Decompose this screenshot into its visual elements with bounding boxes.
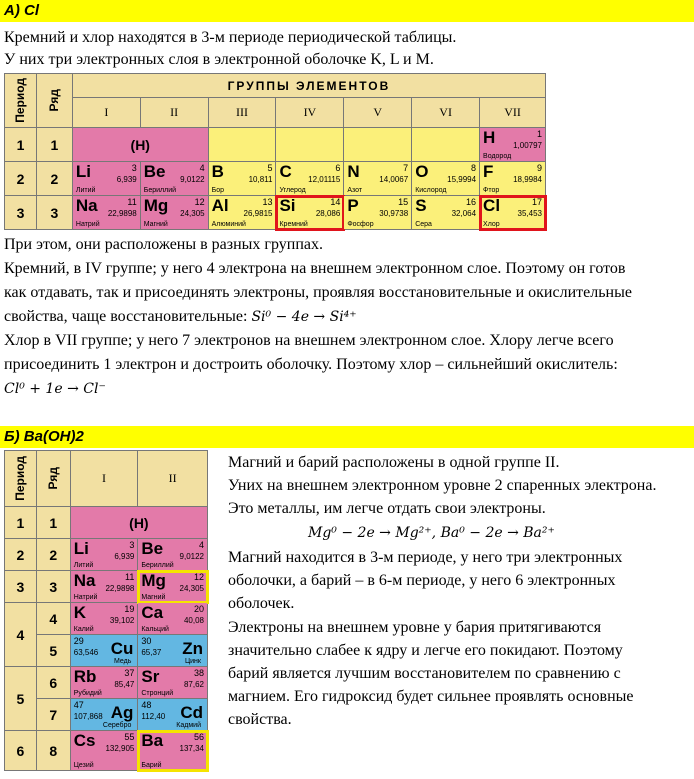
text-line: Магний находится в 3-м периоде, у него три электронных [228,549,623,566]
row-number: 1 [36,128,72,162]
element-cu: Cu 29 63,546 Медь [70,635,138,667]
period-number: 4 [5,603,37,667]
period-number: 3 [5,196,37,230]
element-be: Be 4 9,0122 Бериллий [138,539,208,571]
equation-cl: Cl⁰ + 1e → Cl⁻ [4,381,106,397]
element-b: B 5 10,811 Бор [208,162,276,196]
element-cl: Cl 17 35,453 Хлор [480,196,546,230]
period-header: Период [5,451,37,507]
element-sr: Sr 38 87,62 Стронций [138,667,208,699]
element-li: Li 3 6,939 Литий [72,162,140,196]
row-number: 2 [36,162,72,196]
element-be: Be 4 9,0122 Бериллий [140,162,208,196]
element-s: S 16 32,064 Сера [412,196,480,230]
period-number: 5 [5,667,37,731]
text-line: Электроны на внешнем уровне у бария притягиваются [228,619,602,636]
text-line: У них три электронных слоя в электронной оболочке K, L и M. [4,51,434,68]
row-number: 3 [36,571,70,603]
text-line: свойства, чаще восстановительные: Si⁰ − 4e → Si⁴⁺ [4,308,357,325]
element-p: P 15 30,9738 Фосфор [344,196,412,230]
text-line: магнием. Его гидроксид будет сильнее проявлять основные [228,688,634,705]
period-number: 1 [5,128,37,162]
group-6: VI [412,98,480,128]
element-si: Si 14 28,086 Кремний [276,196,344,230]
row-number: 8 [36,731,70,771]
text-line: присоединить 1 электрон и достроить оболочку. Поэтому хлор – сильнейший окислитель: [4,356,618,373]
section-a-header: А) Cl [0,0,694,22]
period-number: 6 [5,731,37,771]
element-cs: Cs 55 132,905 Цезий [70,731,138,771]
text-line: барий является лучшим восстановителем по сравнению с [228,665,621,682]
text-line: Магний и барий расположены в одной группе II. [228,454,560,471]
element-ag: Ag 47 107,868 Серебро [70,699,138,731]
element-rb: Rb 37 85,47 Рубидий [70,667,138,699]
element-na: Na 11 22,9898 Натрий [72,196,140,230]
element-ca: Ca 20 40,08 Кальций [138,603,208,635]
text-line: Это металлы, им легче отдать свои электроны. [228,500,546,517]
group-4: IV [276,98,344,128]
row-number: 4 [36,603,70,635]
groups-title: ГРУППЫ ЭЛЕМЕНТОВ [72,74,545,98]
text-line: Хлор в VII группе; у него 7 электронов на внешнем электронном слое. Хлору легче всего [4,332,614,349]
text-line: оболочек. [228,595,295,612]
equation-si: Si⁰ − 4e → Si⁴⁺ [251,309,357,325]
periodic-table-a [4,73,546,230]
element-li: Li 3 6,939 Литий [70,539,138,571]
row-number: 6 [36,667,70,699]
group-1: I [72,98,140,128]
period-number: 1 [5,507,37,539]
period-number: 2 [5,539,37,571]
group-1: I [70,451,138,507]
text-line: При этом, они расположены в разных группах. [4,236,323,253]
equation-mg-ba: Mg⁰ − 2e → Mg²⁺, Ba⁰ − 2e → Ba²⁺ [308,525,555,541]
text-line: оболочки, а барий – в 6-м периоде, у него 6 электронных [228,572,616,589]
group-2: II [138,451,208,507]
period-header: Период [5,74,37,128]
element-c: C 6 12,01115 Углерод [276,162,344,196]
text-line: Кремний и хлор находятся в 3-м периоде периодической таблицы. [4,29,457,46]
element-n: N 7 14,0067 Азот [344,162,412,196]
row-header: Ряд [36,451,70,507]
row-number: 1 [36,507,70,539]
element-h: H 1 1,00797 Водород [480,128,546,162]
text-line: значительно слабее к ядру и легче его покидают. Поэтому [228,642,623,659]
row-number: 7 [36,699,70,731]
element-zn: Zn 30 65,37 Цинк [138,635,208,667]
element-mg: Mg 12 24,305 Магний [140,196,208,230]
text-line: свойства. [228,711,292,728]
periodic-table-b [4,450,208,771]
group-5: V [344,98,412,128]
row-header: Ряд [36,74,72,128]
row-number: 3 [36,196,72,230]
element-al: Al 13 26,9815 Алюминий [208,196,276,230]
group-7: VII [480,98,546,128]
element-o: O 8 15,9994 Кислород [412,162,480,196]
text-line: Уних на внешнем электронном уровне 2 спаренных электрона. [228,477,657,494]
text-line: как отдавать, так и присоединять электроны, проявляя восстановительные и окислительные [4,284,632,301]
element-cd: Cd 48 112,40 Кадмий [138,699,208,731]
group-2: II [140,98,208,128]
period-number: 2 [5,162,37,196]
group-3: III [208,98,276,128]
text-line: Кремний, в IV группе; у него 4 электрона на внешнем электронном слое. Поэтому он готов [4,260,626,277]
element-mg: Mg 12 24,305 Магний [138,571,208,603]
element-ba: Ba 56 137,34 Барий [138,731,208,771]
row-number: 2 [36,539,70,571]
element-k: K 19 39,102 Калий [70,603,138,635]
row-number: 5 [36,635,70,667]
element-na: Na 11 22,9898 Натрий [70,571,138,603]
element-f: F 9 18,9984 Фтор [480,162,546,196]
h-placeholder: (H) [70,507,207,539]
section-b-header: Б) Ba(OH)2 [0,426,694,448]
period-number: 3 [5,571,37,603]
h-placeholder: (H) [72,128,208,162]
